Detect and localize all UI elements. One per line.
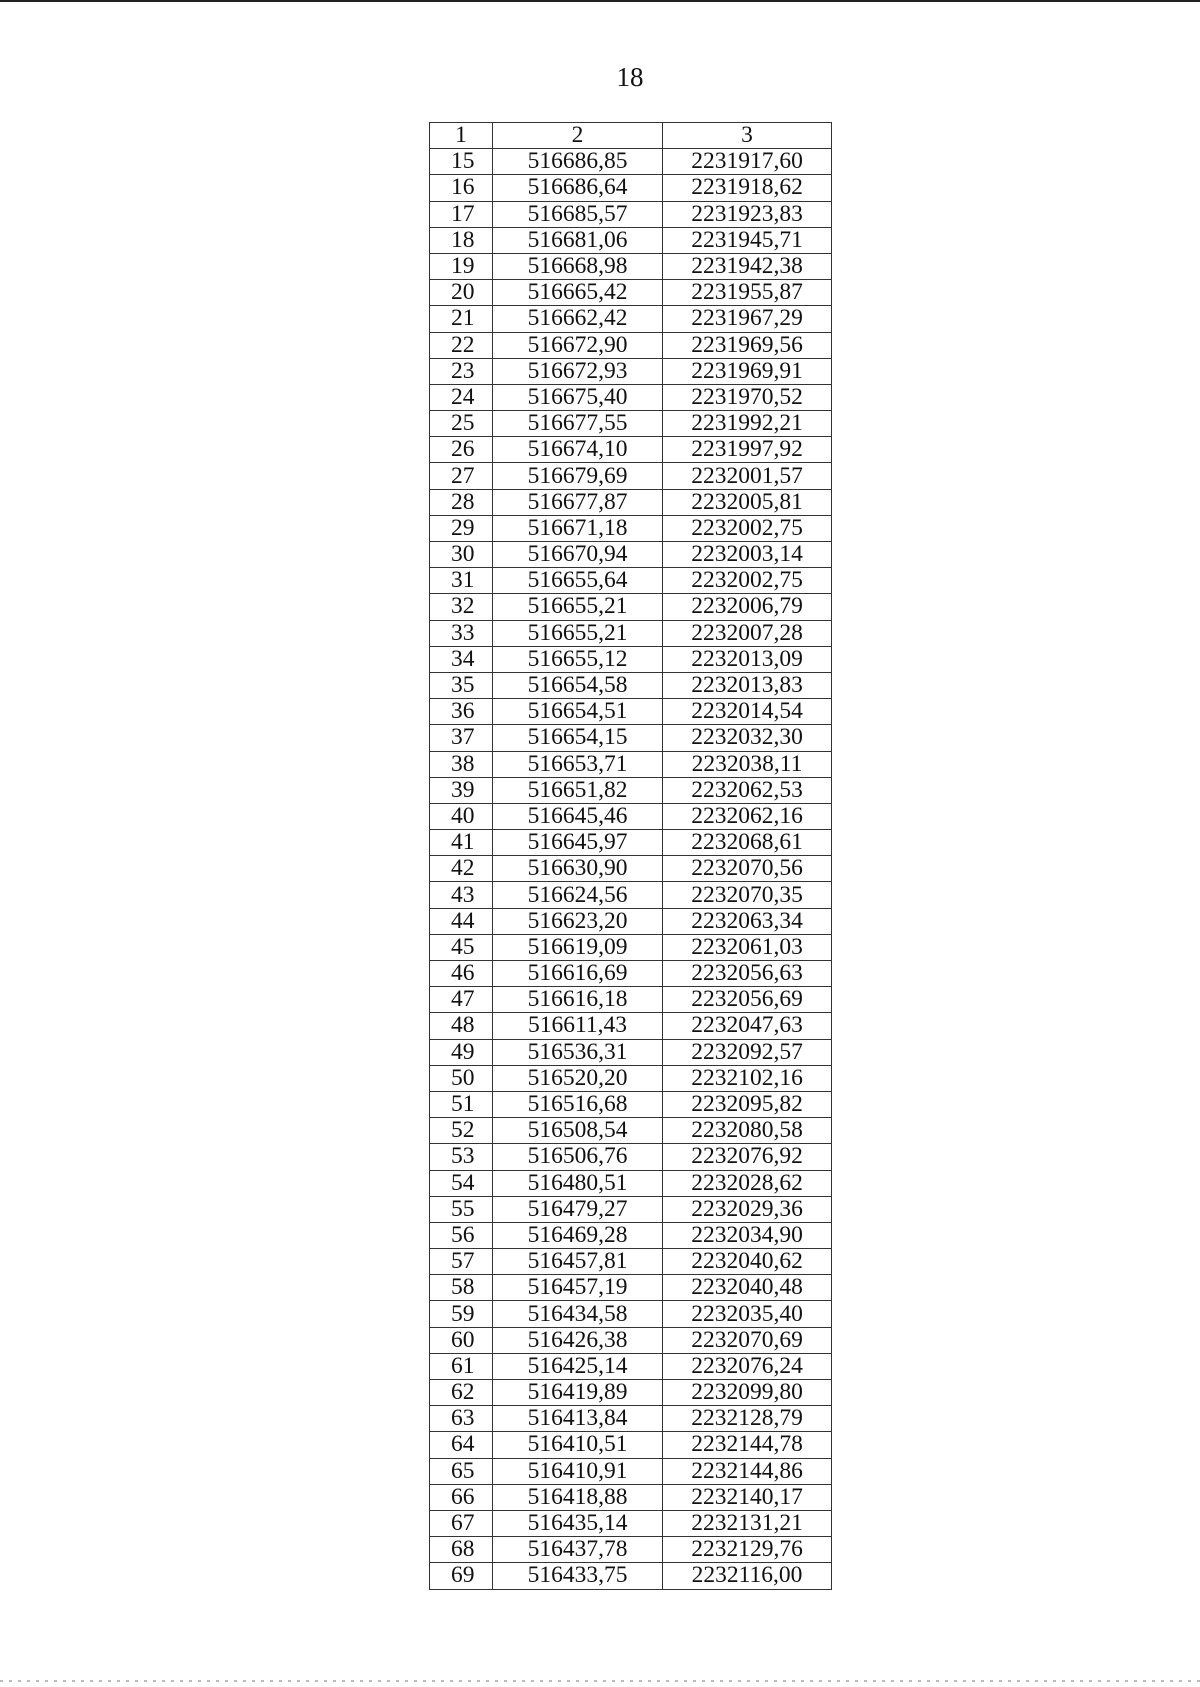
x-coordinate-cell: 516655,21 — [493, 594, 663, 620]
table-row — [430, 1091, 832, 1117]
x-coordinate-cell: 516630,90 — [493, 856, 663, 882]
table-row — [430, 1432, 832, 1458]
x-coordinate-cell: 516508,54 — [493, 1118, 663, 1144]
x-coordinate-cell: 516457,81 — [493, 1249, 663, 1275]
column-header-x: 2 — [493, 123, 663, 149]
x-coordinate-cell: 516674,10 — [493, 437, 663, 463]
table-row — [430, 620, 832, 646]
y-coordinate-cell: 2232070,56 — [663, 856, 832, 882]
column-header-number: 1 — [430, 123, 493, 149]
y-coordinate-cell: 2232070,69 — [663, 1327, 832, 1353]
y-coordinate-cell: 2232056,63 — [663, 961, 832, 987]
point-number-cell: 22 — [430, 332, 493, 358]
y-coordinate-cell: 2232070,35 — [663, 882, 832, 908]
point-number-cell: 32 — [430, 594, 493, 620]
point-number-cell: 47 — [430, 987, 493, 1013]
table-row — [430, 568, 832, 594]
x-coordinate-cell: 516655,12 — [493, 646, 663, 672]
x-coordinate-cell: 516457,19 — [493, 1275, 663, 1301]
point-number-cell: 16 — [430, 175, 493, 201]
x-coordinate-cell: 516425,14 — [493, 1353, 663, 1379]
point-number-cell: 30 — [430, 542, 493, 568]
x-coordinate-cell: 516418,88 — [493, 1484, 663, 1510]
y-coordinate-cell: 2232129,76 — [663, 1537, 832, 1563]
point-number-cell: 46 — [430, 961, 493, 987]
table-row — [430, 384, 832, 410]
point-number-cell: 34 — [430, 646, 493, 672]
table-row — [430, 1118, 832, 1144]
table-row — [430, 149, 832, 175]
table-row — [430, 1353, 832, 1379]
table-row — [430, 1222, 832, 1248]
table-row — [430, 856, 832, 882]
point-number-cell: 39 — [430, 777, 493, 803]
y-coordinate-cell: 2232095,82 — [663, 1091, 832, 1117]
point-number-cell: 57 — [430, 1249, 493, 1275]
point-number-cell: 55 — [430, 1196, 493, 1222]
x-coordinate-cell: 516671,18 — [493, 515, 663, 541]
y-coordinate-cell: 2231969,91 — [663, 358, 832, 384]
table-row — [430, 1458, 832, 1484]
y-coordinate-cell: 2232007,28 — [663, 620, 832, 646]
y-coordinate-cell: 2232005,81 — [663, 489, 832, 515]
y-coordinate-cell: 2232040,62 — [663, 1249, 832, 1275]
x-coordinate-cell: 516506,76 — [493, 1144, 663, 1170]
y-coordinate-cell: 2232056,69 — [663, 987, 832, 1013]
point-number-cell: 60 — [430, 1327, 493, 1353]
table-row — [430, 1039, 832, 1065]
y-coordinate-cell: 2232035,40 — [663, 1301, 832, 1327]
table-row — [430, 411, 832, 437]
x-coordinate-cell: 516670,94 — [493, 542, 663, 568]
x-coordinate-cell: 516645,46 — [493, 803, 663, 829]
coordinates-table — [429, 122, 832, 1590]
table-row — [430, 1065, 832, 1091]
table-row — [430, 463, 832, 489]
x-coordinate-cell: 516623,20 — [493, 908, 663, 934]
x-coordinate-cell: 516434,58 — [493, 1301, 663, 1327]
y-coordinate-cell: 2231955,87 — [663, 280, 832, 306]
y-coordinate-cell: 2231918,62 — [663, 175, 832, 201]
x-coordinate-cell: 516619,09 — [493, 934, 663, 960]
table-row — [430, 1406, 832, 1432]
y-coordinate-cell: 2231942,38 — [663, 253, 832, 279]
point-number-cell: 18 — [430, 227, 493, 253]
y-coordinate-cell: 2231997,92 — [663, 437, 832, 463]
x-coordinate-cell: 516686,85 — [493, 149, 663, 175]
table-row — [430, 437, 832, 463]
point-number-cell: 54 — [430, 1170, 493, 1196]
table-row — [430, 672, 832, 698]
x-coordinate-cell: 516479,27 — [493, 1196, 663, 1222]
y-coordinate-cell: 2231970,52 — [663, 384, 832, 410]
x-coordinate-cell: 516413,84 — [493, 1406, 663, 1432]
y-coordinate-cell: 2232140,17 — [663, 1484, 832, 1510]
table-row — [430, 1563, 832, 1589]
y-coordinate-cell: 2232013,83 — [663, 672, 832, 698]
y-coordinate-cell: 2232062,16 — [663, 803, 832, 829]
point-number-cell: 66 — [430, 1484, 493, 1510]
x-coordinate-cell: 516536,31 — [493, 1039, 663, 1065]
x-coordinate-cell: 516480,51 — [493, 1170, 663, 1196]
x-coordinate-cell: 516675,40 — [493, 384, 663, 410]
x-coordinate-cell: 516653,71 — [493, 751, 663, 777]
point-number-cell: 17 — [430, 201, 493, 227]
point-number-cell: 25 — [430, 411, 493, 437]
x-coordinate-cell: 516672,93 — [493, 358, 663, 384]
y-coordinate-cell: 2232062,53 — [663, 777, 832, 803]
y-coordinate-cell: 2232038,11 — [663, 751, 832, 777]
table-row — [430, 332, 832, 358]
table-row — [430, 1196, 832, 1222]
x-coordinate-cell: 516677,55 — [493, 411, 663, 437]
point-number-cell: 48 — [430, 1013, 493, 1039]
table-row — [430, 1144, 832, 1170]
point-number-cell: 41 — [430, 830, 493, 856]
table-row — [430, 725, 832, 751]
y-coordinate-cell: 2232028,62 — [663, 1170, 832, 1196]
point-number-cell: 27 — [430, 463, 493, 489]
table-row — [430, 1537, 832, 1563]
y-coordinate-cell: 2232144,78 — [663, 1432, 832, 1458]
point-number-cell: 31 — [430, 568, 493, 594]
x-coordinate-cell: 516651,82 — [493, 777, 663, 803]
table-row — [430, 594, 832, 620]
table-body — [430, 149, 832, 1589]
x-coordinate-cell: 516679,69 — [493, 463, 663, 489]
table-row — [430, 777, 832, 803]
x-coordinate-cell: 516665,42 — [493, 280, 663, 306]
table-row — [430, 646, 832, 672]
point-number-cell: 21 — [430, 306, 493, 332]
point-number-cell: 28 — [430, 489, 493, 515]
x-coordinate-cell: 516685,57 — [493, 201, 663, 227]
point-number-cell: 50 — [430, 1065, 493, 1091]
table-row — [430, 280, 832, 306]
x-coordinate-cell: 516662,42 — [493, 306, 663, 332]
y-coordinate-cell: 2232006,79 — [663, 594, 832, 620]
table-row — [430, 201, 832, 227]
y-coordinate-cell: 2231969,56 — [663, 332, 832, 358]
y-coordinate-cell: 2232099,80 — [663, 1380, 832, 1406]
y-coordinate-cell: 2232144,86 — [663, 1458, 832, 1484]
x-coordinate-cell: 516616,18 — [493, 987, 663, 1013]
table-row — [430, 306, 832, 332]
point-number-cell: 45 — [430, 934, 493, 960]
scan-artifact-dots — [0, 1680, 1200, 1682]
y-coordinate-cell: 2232116,00 — [663, 1563, 832, 1589]
x-coordinate-cell: 516655,64 — [493, 568, 663, 594]
y-coordinate-cell: 2232047,63 — [663, 1013, 832, 1039]
table-row — [430, 253, 832, 279]
x-coordinate-cell: 516677,87 — [493, 489, 663, 515]
point-number-cell: 62 — [430, 1380, 493, 1406]
x-coordinate-cell: 516611,43 — [493, 1013, 663, 1039]
point-number-cell: 68 — [430, 1537, 493, 1563]
y-coordinate-cell: 2232002,75 — [663, 515, 832, 541]
point-number-cell: 36 — [430, 699, 493, 725]
table-row — [430, 542, 832, 568]
table-row — [430, 1327, 832, 1353]
table-row — [430, 489, 832, 515]
y-coordinate-cell: 2232063,34 — [663, 908, 832, 934]
x-coordinate-cell: 516410,51 — [493, 1432, 663, 1458]
x-coordinate-cell: 516672,90 — [493, 332, 663, 358]
point-number-cell: 63 — [430, 1406, 493, 1432]
point-number-cell: 51 — [430, 1091, 493, 1117]
point-number-cell: 43 — [430, 882, 493, 908]
y-coordinate-cell: 2232102,16 — [663, 1065, 832, 1091]
column-header-y: 3 — [663, 123, 832, 149]
table-row — [430, 908, 832, 934]
point-number-cell: 35 — [430, 672, 493, 698]
x-coordinate-cell: 516645,97 — [493, 830, 663, 856]
x-coordinate-cell: 516681,06 — [493, 227, 663, 253]
table-row — [430, 803, 832, 829]
point-number-cell: 33 — [430, 620, 493, 646]
table-row — [430, 1013, 832, 1039]
table-row — [430, 1484, 832, 1510]
y-coordinate-cell: 2232040,48 — [663, 1275, 832, 1301]
table-row — [430, 961, 832, 987]
x-coordinate-cell: 516419,89 — [493, 1380, 663, 1406]
page-number: 18 — [616, 62, 644, 92]
point-number-cell: 59 — [430, 1301, 493, 1327]
point-number-cell: 38 — [430, 751, 493, 777]
y-coordinate-cell: 2232128,79 — [663, 1406, 832, 1432]
point-number-cell: 67 — [430, 1510, 493, 1536]
y-coordinate-cell: 2232061,03 — [663, 934, 832, 960]
x-coordinate-cell: 516686,64 — [493, 175, 663, 201]
y-coordinate-cell: 2232034,90 — [663, 1222, 832, 1248]
x-coordinate-cell: 516435,14 — [493, 1510, 663, 1536]
table-row — [430, 227, 832, 253]
x-coordinate-cell: 516520,20 — [493, 1065, 663, 1091]
x-coordinate-cell: 516668,98 — [493, 253, 663, 279]
x-coordinate-cell: 516437,78 — [493, 1537, 663, 1563]
table-row — [430, 175, 832, 201]
x-coordinate-cell: 516616,69 — [493, 961, 663, 987]
y-coordinate-cell: 2232032,30 — [663, 725, 832, 751]
table-row — [430, 751, 832, 777]
y-coordinate-cell: 2232131,21 — [663, 1510, 832, 1536]
y-coordinate-cell: 2232076,92 — [663, 1144, 832, 1170]
y-coordinate-cell: 2231917,60 — [663, 149, 832, 175]
y-coordinate-cell: 2232029,36 — [663, 1196, 832, 1222]
point-number-cell: 20 — [430, 280, 493, 306]
x-coordinate-cell: 516469,28 — [493, 1222, 663, 1248]
y-coordinate-cell: 2232068,61 — [663, 830, 832, 856]
y-coordinate-cell: 2232014,54 — [663, 699, 832, 725]
point-number-cell: 24 — [430, 384, 493, 410]
point-number-cell: 44 — [430, 908, 493, 934]
point-number-cell: 26 — [430, 437, 493, 463]
table-row — [430, 882, 832, 908]
table-header-row — [430, 123, 832, 149]
point-number-cell: 56 — [430, 1222, 493, 1248]
y-coordinate-cell: 2232092,57 — [663, 1039, 832, 1065]
point-number-cell: 61 — [430, 1353, 493, 1379]
y-coordinate-cell: 2232013,09 — [663, 646, 832, 672]
table-row — [430, 1170, 832, 1196]
y-coordinate-cell: 2231923,83 — [663, 201, 832, 227]
table-row — [430, 987, 832, 1013]
y-coordinate-cell: 2232080,58 — [663, 1118, 832, 1144]
point-number-cell: 53 — [430, 1144, 493, 1170]
x-coordinate-cell: 516433,75 — [493, 1563, 663, 1589]
y-coordinate-cell: 2232003,14 — [663, 542, 832, 568]
table-row — [430, 358, 832, 384]
table-row — [430, 515, 832, 541]
point-number-cell: 37 — [430, 725, 493, 751]
y-coordinate-cell: 2231992,21 — [663, 411, 832, 437]
y-coordinate-cell: 2232001,57 — [663, 463, 832, 489]
x-coordinate-cell: 516654,58 — [493, 672, 663, 698]
table-row — [430, 1301, 832, 1327]
x-coordinate-cell: 516655,21 — [493, 620, 663, 646]
table-row — [430, 1275, 832, 1301]
point-number-cell: 15 — [430, 149, 493, 175]
point-number-cell: 52 — [430, 1118, 493, 1144]
point-number-cell: 64 — [430, 1432, 493, 1458]
y-coordinate-cell: 2232002,75 — [663, 568, 832, 594]
y-coordinate-cell: 2231945,71 — [663, 227, 832, 253]
x-coordinate-cell: 516624,56 — [493, 882, 663, 908]
table-row — [430, 699, 832, 725]
table-row — [430, 830, 832, 856]
table-row — [430, 934, 832, 960]
page-top-border — [0, 0, 1200, 2]
x-coordinate-cell: 516654,51 — [493, 699, 663, 725]
x-coordinate-cell: 516410,91 — [493, 1458, 663, 1484]
point-number-cell: 19 — [430, 253, 493, 279]
y-coordinate-cell: 2232076,24 — [663, 1353, 832, 1379]
point-number-cell: 65 — [430, 1458, 493, 1484]
x-coordinate-cell: 516426,38 — [493, 1327, 663, 1353]
point-number-cell: 23 — [430, 358, 493, 384]
point-number-cell: 29 — [430, 515, 493, 541]
table-row — [430, 1249, 832, 1275]
point-number-cell: 49 — [430, 1039, 493, 1065]
point-number-cell: 58 — [430, 1275, 493, 1301]
y-coordinate-cell: 2231967,29 — [663, 306, 832, 332]
x-coordinate-cell: 516516,68 — [493, 1091, 663, 1117]
point-number-cell: 42 — [430, 856, 493, 882]
point-number-cell: 69 — [430, 1563, 493, 1589]
table-row — [430, 1510, 832, 1536]
table-row — [430, 1380, 832, 1406]
x-coordinate-cell: 516654,15 — [493, 725, 663, 751]
point-number-cell: 40 — [430, 803, 493, 829]
